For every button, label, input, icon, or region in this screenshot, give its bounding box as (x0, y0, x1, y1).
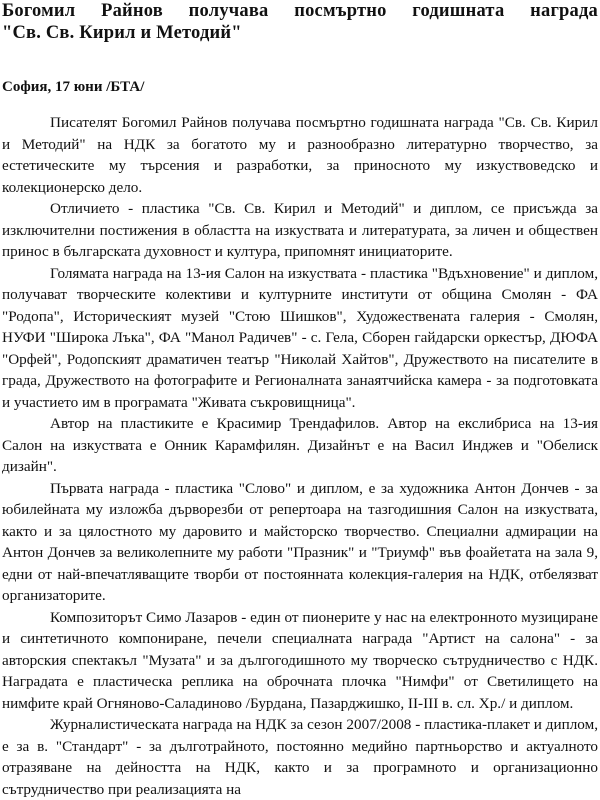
article-title-line-2: "Св. Св. Кирил и Методий" (2, 23, 242, 43)
paragraph-6: Композиторът Симо Лазаров - един от пионерите у нас на електронното музициране и синтетичното компониране, печели специалната награда "Артист на салона" - за авторския спектакъл "Музата" и за дългогодишното му творческо сътрудничество с НДК. Наградата е пластическа реплика на оброчната плочка "Нимфи" от Светилището на нимфите край Огняново-Саладиново /Бурдана, Пазарджишко, II-III в. сл. Хр./ и диплом. (2, 608, 598, 712)
article-body (2, 112, 598, 800)
paragraph-2: Отличието - пластика "Св. Св. Кирил и Методий" и диплом, се присъжда за изключителни постижения в областта на изкуствата и литературата, за личен и обществен принос в българската духовност и култура, припомнят инициаторите. (2, 200, 598, 260)
dateline: София, 17 юни /БТА/ (2, 79, 145, 95)
paragraph-5: Първата награда - пластика "Слово" и диплом, е за художника Антон Дончев - за юбилейната му изложба дърворезби от репертоара на тазгодишния Салон на изкуствата, както и за цялостното му даровито и майсторско творчество. Специални адмирации на Антон Дончев за великолепните му работи "Празник" и "Триумф" във фоайетата на зала 9, едни от най-впечатляващите творби от постоянната колекция-галерия на НДК, отбелязват организаторите. (2, 479, 598, 604)
paragraph-4: Автор на пластиките е Красимир Трендафилов. Автор на екслибриса на 13-ия Салон на изкуствата е Онник Карамфилян. Дизайнът е на Васил Инджев и "Обелиск дизайн". (2, 415, 598, 475)
article-title-line-1: Богомил Райнов получава посмъртно годишната награда (2, 1, 598, 21)
paragraph-1: Писателят Богомил Райнов получава посмъртно годишната награда "Св. Св. Кирил и Методий" на НДК за богатото му и разнообразно литературно творчество, за естетическите му търсения и разработки, за приносното му изкуствоведско и колекционерско дело. (2, 114, 598, 196)
article-title (2, 0, 598, 44)
paragraph-3: Голямата награда на 13-ия Салон на изкуствата - пластика "Вдъхновение" и диплом, получават творческите колективи и културните институти от община Смолян - ФА "Родопа", Историческият музей "Стою Шишков", Художествената галерия - Смолян, НУФИ "Широка Лъка", ФА "Манол Радичев" - с. Гела, Сборен гайдарски оркестър, ДЮФА "Орфей", Родопският драматичен театър "Николай Хайтов", Дружеството на писателите в града, Дружеството на фотографите и Регионалната занаятчийска камера - за подготовката и участието им в програмата "Живата съкровищница". (2, 264, 598, 411)
paragraph-7: Журналистическата награда на НДК за сезон 2007/2008 - пластика-плакет и диплом, е за в. "Стандарт" - за дълготрайното, постоянно медийно партньорство и актуалното отразяване на дейността на НДК, както и за програмното и организационно сътрудничество при реализацията на (2, 716, 598, 798)
